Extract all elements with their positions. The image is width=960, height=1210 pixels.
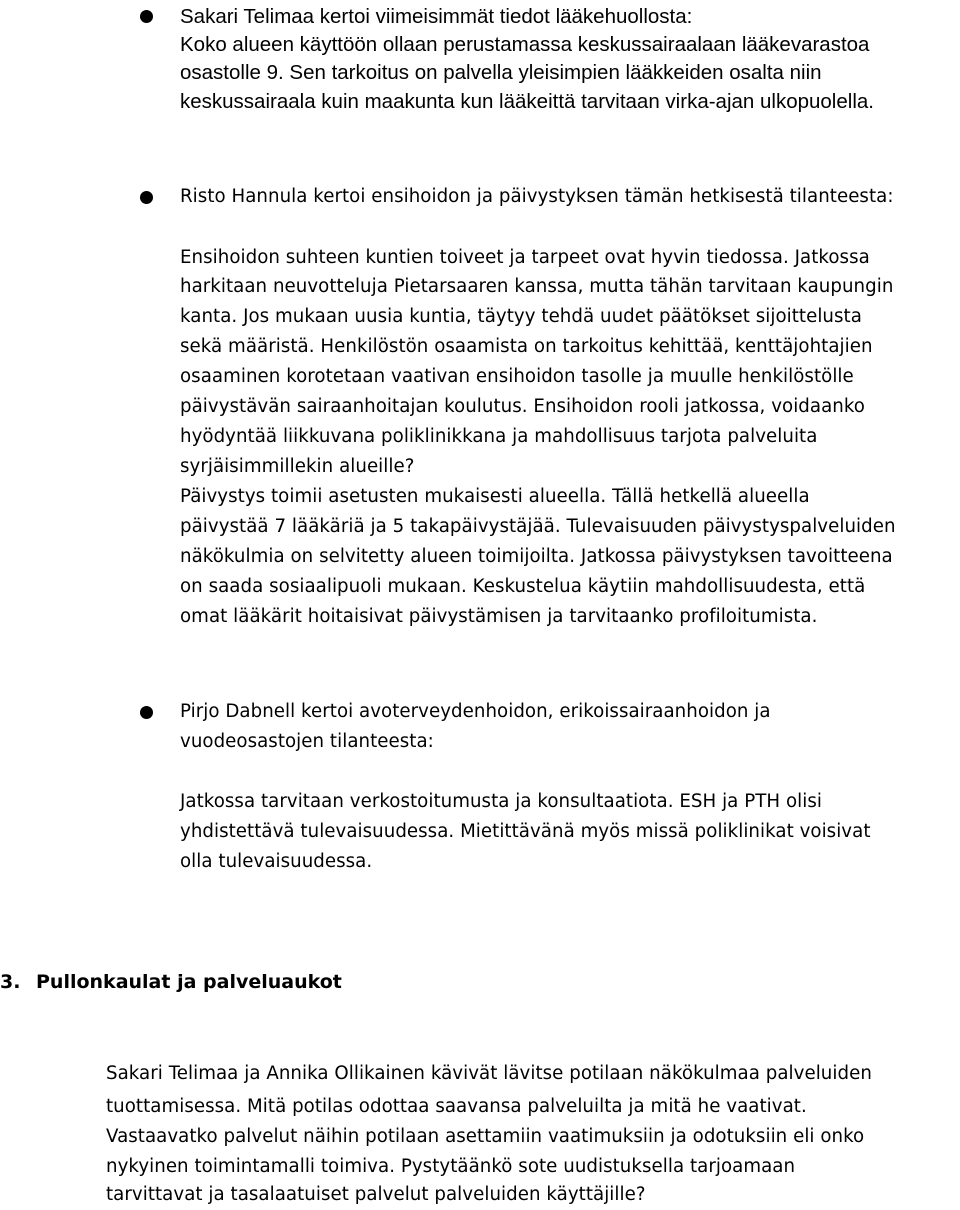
- bullet-icon: [140, 10, 153, 23]
- paragraph-line: on saada sosiaalipuoli mukaan. Keskustelua käytiin mahdollisuudesta, että: [180, 576, 866, 597]
- paragraph-line: Koko alueen käyttöön ollaan perustamassa keskussairaalaan lääkevarastoa: [180, 33, 870, 56]
- paragraph-line: nykyinen toimintamalli toimiva. Pystytäänkö sote uudistuksella tarjoamaan: [106, 1156, 796, 1177]
- paragraph-line: kanta. Jos mukaan uusia kuntia, täytyy tehdä uudet päätökset sijoittelusta: [180, 306, 862, 327]
- bullet-intro: Risto Hannula kertoi ensihoidon ja päivystyksen tämän hetkisestä tilanteesta:: [180, 186, 894, 207]
- paragraph-line: harkitaan neuvotteluja Pietarsaaren kanssa, mutta tähän tarvitaan kaupungin: [180, 276, 894, 297]
- paragraph-line: näkökulmia on selvitetty alueen toimijoilta. Jatkossa päivystyksen tavoitteena: [180, 546, 893, 567]
- bullet-icon: [140, 706, 153, 719]
- section-number: 3.: [0, 971, 21, 993]
- paragraph-line: Jatkossa tarvitaan verkostoitumusta ja konsultaatiota. ESH ja PTH olisi: [180, 791, 822, 812]
- paragraph-line: päivystävän sairaanhoitajan koulutus. Ensihoidon rooli jatkossa, voidaanko: [180, 396, 865, 417]
- paragraph-line: osastolle 9. Sen tarkoitus on palvella yleisimpien lääkkeiden osalta niin: [180, 61, 822, 84]
- paragraph-line: Päivystys toimii asetusten mukaisesti alueella. Tällä hetkellä alueella: [180, 486, 810, 507]
- bullet-intro: vuodeosastojen tilanteesta:: [180, 731, 434, 752]
- paragraph-line: Sakari Telimaa ja Annika Ollikainen kävivät lävitse potilaan näkökulmaa palveluiden: [106, 1063, 872, 1084]
- paragraph-line: olla tulevaisuudessa.: [180, 851, 373, 872]
- paragraph-line: Sakari Telimaa kertoi viimeisimmät tiedot lääkehuollosta:: [180, 5, 693, 28]
- paragraph-line: osaaminen korotetaan vaativan ensihoidon tasolle ja muulle henkilöstölle: [180, 366, 854, 387]
- section-heading: Pullonkaulat ja palveluaukot: [36, 971, 342, 993]
- paragraph-line: päivystää 7 lääkäriä ja 5 takapäivystäjää. Tulevaisuuden päivystyspalveluiden: [180, 516, 896, 537]
- paragraph-line: Vastaavatko palvelut näihin potilaan asettamiin vaatimuksiin ja odotuksiin eli onko: [106, 1126, 865, 1147]
- paragraph-line: syrjäisimmillekin alueille?: [180, 456, 415, 477]
- paragraph-line: Ensihoidon suhteen kuntien toiveet ja tarpeet ovat hyvin tiedossa. Jatkossa: [180, 247, 870, 268]
- bullet-intro: Pirjo Dabnell kertoi avoterveydenhoidon, erikoissairaanhoidon ja: [180, 701, 771, 722]
- paragraph-line: sekä määristä. Henkilöstön osaamista on tarkoitus kehittää, kenttäjohtajien: [180, 336, 873, 357]
- paragraph-line: hyödyntää liikkuvana poliklinikkana ja mahdollisuus tarjota palveluita: [180, 426, 818, 447]
- paragraph-line: omat lääkärit hoitaisivat päivystämisen ja tarvitaanko profiloitumista.: [180, 606, 818, 627]
- paragraph-line: tuottamisessa. Mitä potilas odottaa saavansa palveluilta ja mitä he vaativat.: [106, 1096, 807, 1117]
- paragraph-line: tarvittavat ja tasalaatuiset palvelut palveluiden käyttäjille?: [106, 1184, 646, 1205]
- paragraph-line: yhdistettävä tulevaisuudessa. Mietittävänä myös missä poliklinikat voisivat: [180, 821, 871, 842]
- bullet-icon: [140, 191, 153, 204]
- paragraph-line: keskussairaala kuin maakunta kun lääkeittä tarvitaan virka-ajan ulkopuolella.: [180, 90, 874, 113]
